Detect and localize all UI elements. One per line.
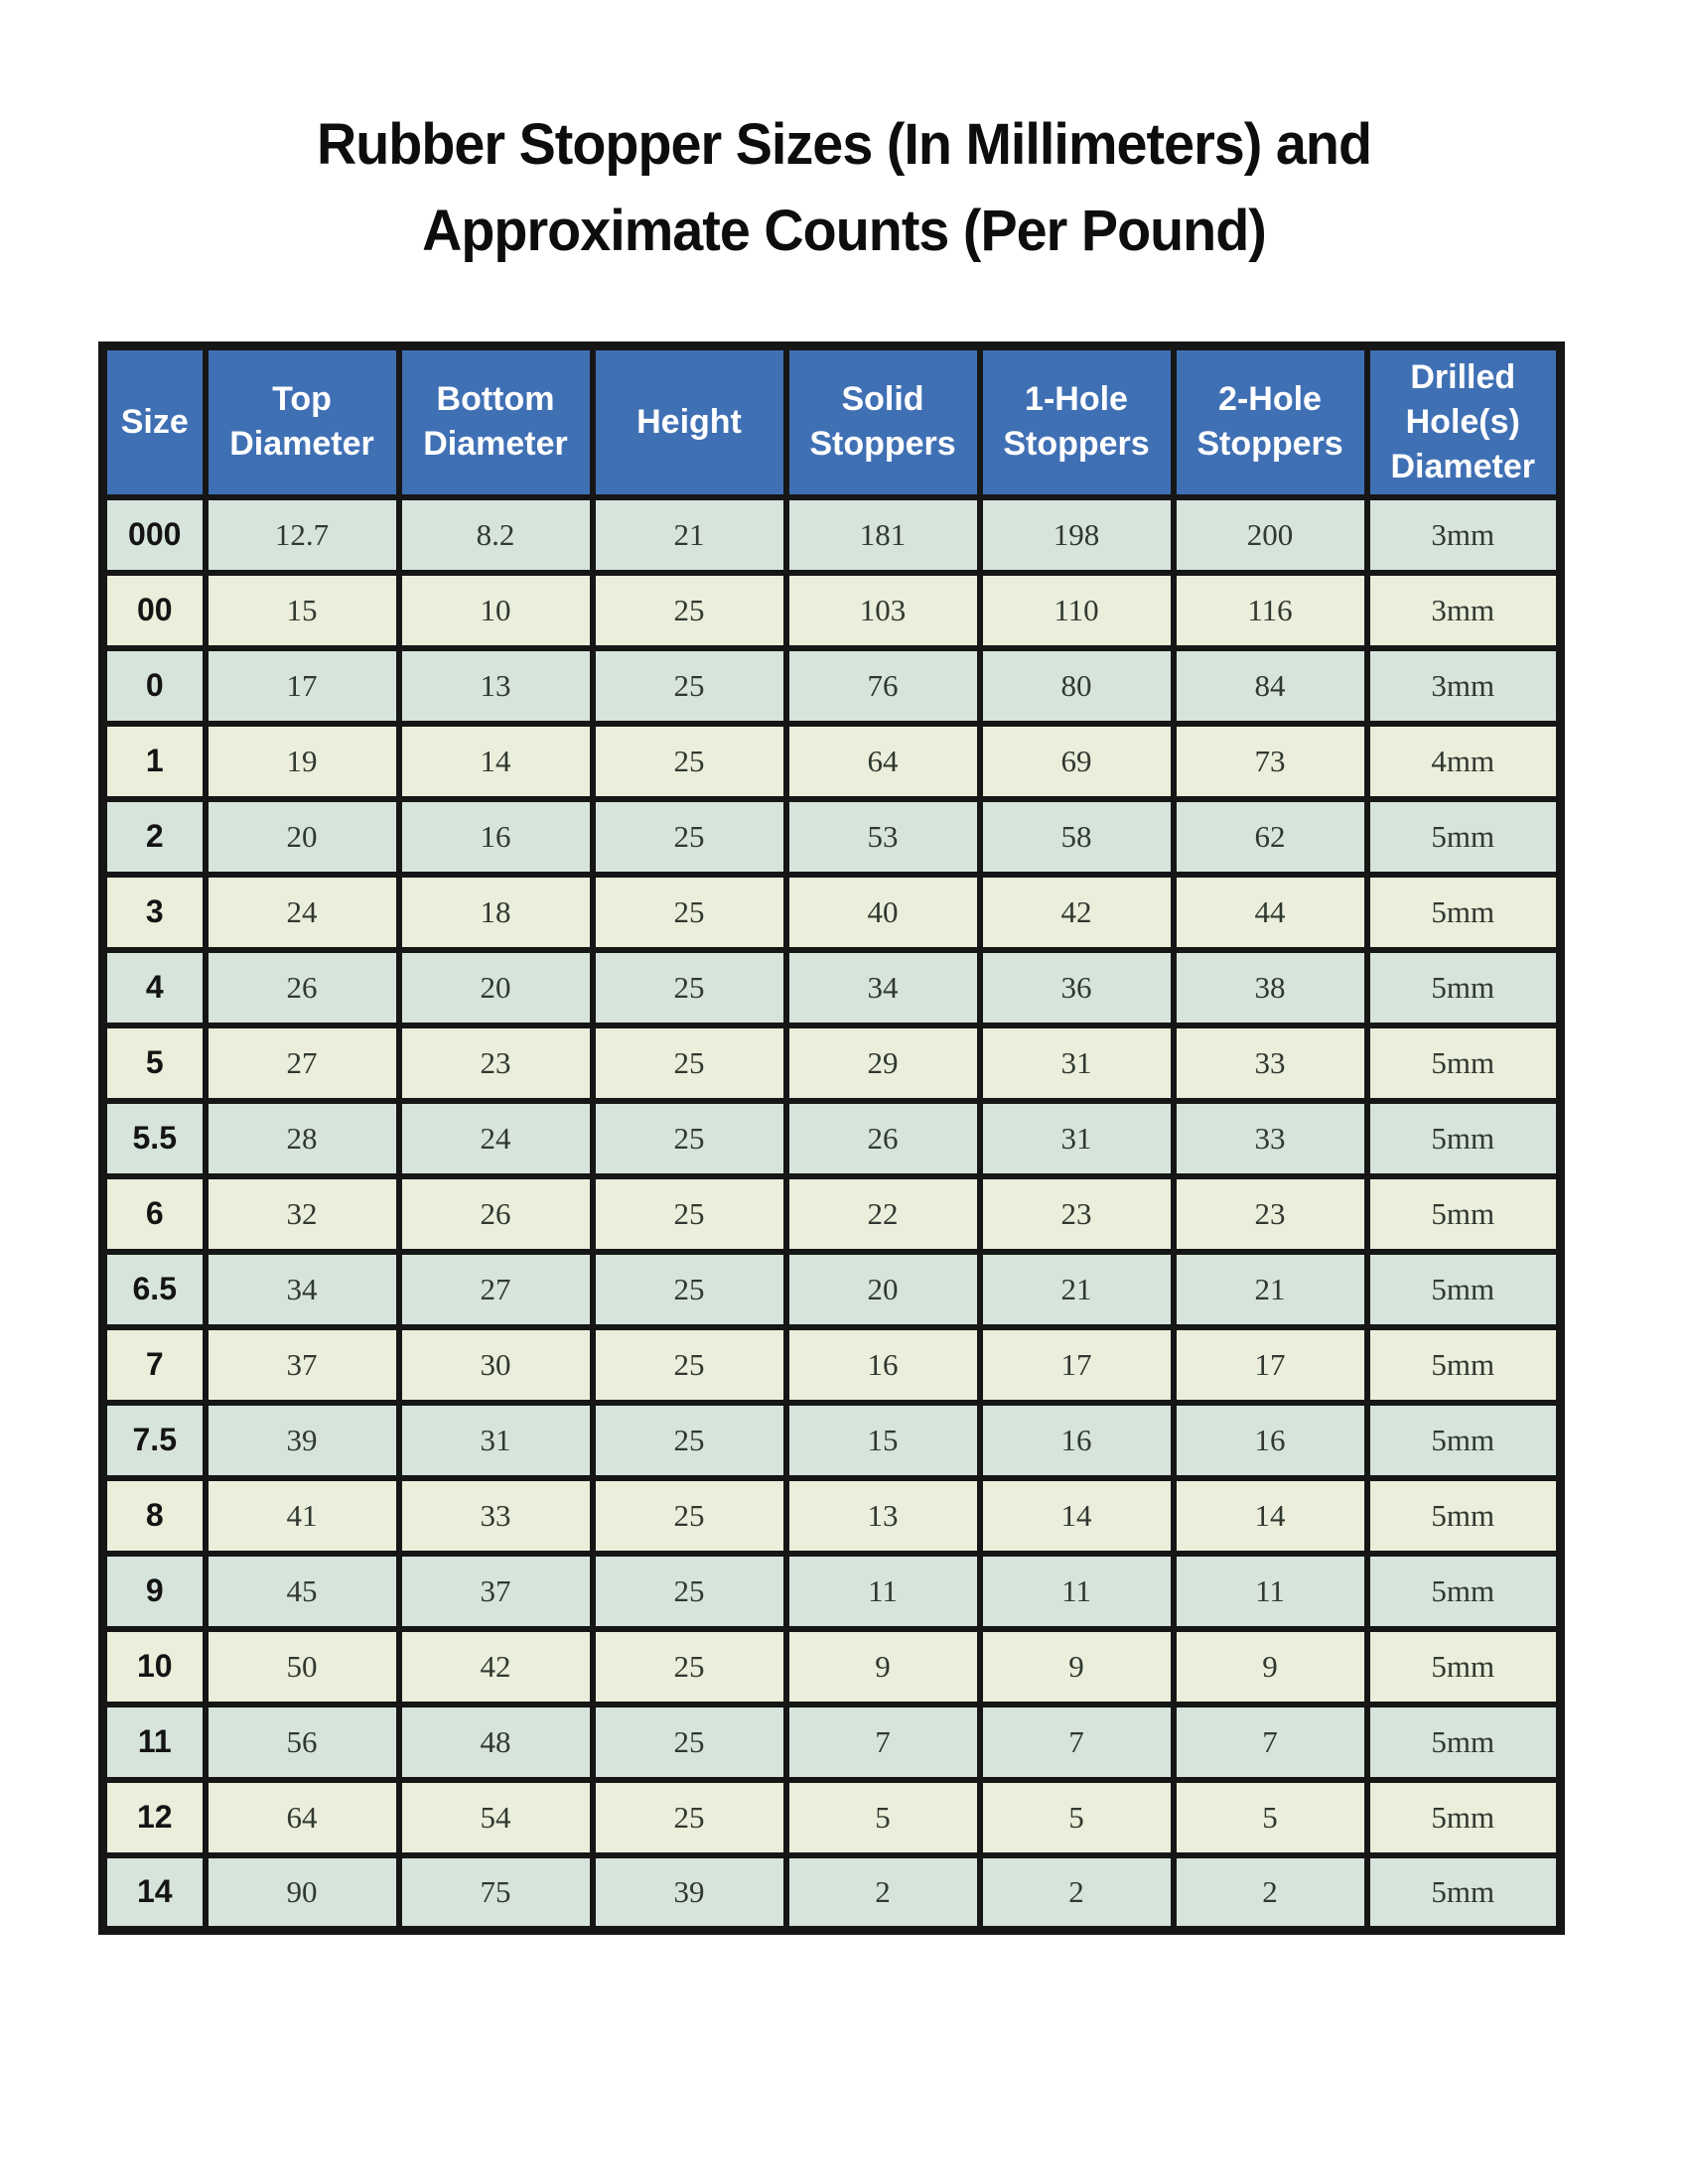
value-cell: 7 xyxy=(786,1705,980,1780)
value-cell: 11 xyxy=(786,1554,980,1629)
value-cell: 24 xyxy=(399,1101,593,1176)
value-cell: 31 xyxy=(980,1101,1174,1176)
value-cell: 18 xyxy=(399,875,593,950)
table-row xyxy=(103,1478,1561,1554)
value-cell: 25 xyxy=(593,1252,786,1327)
value-cell: 116 xyxy=(1174,573,1367,648)
value-cell: 17 xyxy=(206,648,399,724)
size-label: 6.5 xyxy=(103,1252,206,1327)
value-cell: 34 xyxy=(786,950,980,1025)
value-cell: 64 xyxy=(786,724,980,799)
table-body xyxy=(103,497,1561,1931)
column-header-top-diameter: Top Diameter xyxy=(206,346,399,497)
value-cell: 5mm xyxy=(1367,1403,1561,1478)
value-cell: 7 xyxy=(980,1705,1174,1780)
value-cell: 30 xyxy=(399,1327,593,1403)
value-cell: 23 xyxy=(1174,1176,1367,1252)
value-cell: 13 xyxy=(399,648,593,724)
value-cell: 64 xyxy=(206,1780,399,1855)
value-cell: 14 xyxy=(1174,1478,1367,1554)
value-cell: 27 xyxy=(399,1252,593,1327)
column-header-drilled-hole-s-diameter: Drilled Hole(s) Diameter xyxy=(1367,346,1561,497)
table-row xyxy=(103,648,1561,724)
value-cell: 5mm xyxy=(1367,950,1561,1025)
value-cell: 84 xyxy=(1174,648,1367,724)
value-cell: 32 xyxy=(206,1176,399,1252)
value-cell: 25 xyxy=(593,1780,786,1855)
size-label: 7.5 xyxy=(103,1403,206,1478)
value-cell: 62 xyxy=(1174,799,1367,875)
value-cell: 33 xyxy=(1174,1101,1367,1176)
value-cell: 41 xyxy=(206,1478,399,1554)
value-cell: 15 xyxy=(786,1403,980,1478)
table-row xyxy=(103,1855,1561,1931)
size-label: 14 xyxy=(103,1855,206,1931)
value-cell: 16 xyxy=(1174,1403,1367,1478)
value-cell: 40 xyxy=(786,875,980,950)
size-label: 11 xyxy=(103,1705,206,1780)
table-row xyxy=(103,1554,1561,1629)
value-cell: 80 xyxy=(980,648,1174,724)
column-header-solid-stoppers: Solid Stoppers xyxy=(786,346,980,497)
value-cell: 31 xyxy=(980,1025,1174,1101)
table-row xyxy=(103,1629,1561,1705)
value-cell: 25 xyxy=(593,950,786,1025)
value-cell: 48 xyxy=(399,1705,593,1780)
value-cell: 17 xyxy=(1174,1327,1367,1403)
table-row xyxy=(103,724,1561,799)
value-cell: 42 xyxy=(980,875,1174,950)
value-cell: 9 xyxy=(980,1629,1174,1705)
value-cell: 5 xyxy=(1174,1780,1367,1855)
stopper-size-table xyxy=(98,341,1565,1935)
value-cell: 25 xyxy=(593,1327,786,1403)
value-cell: 54 xyxy=(399,1780,593,1855)
value-cell: 38 xyxy=(1174,950,1367,1025)
size-label: 9 xyxy=(103,1554,206,1629)
value-cell: 3mm xyxy=(1367,497,1561,573)
column-header-size: Size xyxy=(103,346,206,497)
size-label: 5.5 xyxy=(103,1101,206,1176)
value-cell: 5mm xyxy=(1367,1554,1561,1629)
value-cell: 5mm xyxy=(1367,1855,1561,1931)
value-cell: 5mm xyxy=(1367,1025,1561,1101)
value-cell: 25 xyxy=(593,1176,786,1252)
value-cell: 24 xyxy=(206,875,399,950)
size-label: 2 xyxy=(103,799,206,875)
value-cell: 9 xyxy=(786,1629,980,1705)
value-cell: 14 xyxy=(399,724,593,799)
value-cell: 5mm xyxy=(1367,1252,1561,1327)
column-header-height: Height xyxy=(593,346,786,497)
value-cell: 11 xyxy=(980,1554,1174,1629)
value-cell: 20 xyxy=(206,799,399,875)
column-header-bottom-diameter: Bottom Diameter xyxy=(399,346,593,497)
size-label: 0 xyxy=(103,648,206,724)
value-cell: 5 xyxy=(980,1780,1174,1855)
value-cell: 20 xyxy=(399,950,593,1025)
value-cell: 3mm xyxy=(1367,573,1561,648)
value-cell: 69 xyxy=(980,724,1174,799)
value-cell: 34 xyxy=(206,1252,399,1327)
value-cell: 15 xyxy=(206,573,399,648)
value-cell: 25 xyxy=(593,1403,786,1478)
value-cell: 5mm xyxy=(1367,1176,1561,1252)
table-row xyxy=(103,1025,1561,1101)
value-cell: 58 xyxy=(980,799,1174,875)
value-cell: 5mm xyxy=(1367,1478,1561,1554)
size-label: 1 xyxy=(103,724,206,799)
value-cell: 25 xyxy=(593,724,786,799)
size-label: 3 xyxy=(103,875,206,950)
value-cell: 26 xyxy=(786,1101,980,1176)
value-cell: 4mm xyxy=(1367,724,1561,799)
size-label: 5 xyxy=(103,1025,206,1101)
value-cell: 28 xyxy=(206,1101,399,1176)
table-row xyxy=(103,1780,1561,1855)
table-row xyxy=(103,1176,1561,1252)
value-cell: 5 xyxy=(786,1780,980,1855)
value-cell: 25 xyxy=(593,875,786,950)
value-cell: 37 xyxy=(399,1554,593,1629)
value-cell: 200 xyxy=(1174,497,1367,573)
value-cell: 5mm xyxy=(1367,1327,1561,1403)
value-cell: 2 xyxy=(1174,1855,1367,1931)
value-cell: 198 xyxy=(980,497,1174,573)
table-row xyxy=(103,799,1561,875)
value-cell: 26 xyxy=(399,1176,593,1252)
value-cell: 5mm xyxy=(1367,1780,1561,1855)
value-cell: 25 xyxy=(593,1478,786,1554)
value-cell: 25 xyxy=(593,799,786,875)
value-cell: 76 xyxy=(786,648,980,724)
value-cell: 33 xyxy=(1174,1025,1367,1101)
value-cell: 25 xyxy=(593,573,786,648)
value-cell: 181 xyxy=(786,497,980,573)
value-cell: 73 xyxy=(1174,724,1367,799)
page-title xyxy=(34,0,1654,274)
value-cell: 20 xyxy=(786,1252,980,1327)
table-row xyxy=(103,875,1561,950)
table-header xyxy=(103,346,1561,497)
table-row xyxy=(103,1327,1561,1403)
value-cell: 75 xyxy=(399,1855,593,1931)
value-cell: 37 xyxy=(206,1327,399,1403)
value-cell: 11 xyxy=(1174,1554,1367,1629)
value-cell: 103 xyxy=(786,573,980,648)
value-cell: 39 xyxy=(206,1403,399,1478)
value-cell: 5mm xyxy=(1367,1629,1561,1705)
value-cell: 13 xyxy=(786,1478,980,1554)
page-title-line-2: Approximate Counts (Per Pound) xyxy=(422,199,1266,263)
value-cell: 56 xyxy=(206,1705,399,1780)
table-row xyxy=(103,1403,1561,1478)
value-cell: 25 xyxy=(593,1629,786,1705)
value-cell: 9 xyxy=(1174,1629,1367,1705)
value-cell: 2 xyxy=(786,1855,980,1931)
table-row xyxy=(103,1705,1561,1780)
value-cell: 2 xyxy=(980,1855,1174,1931)
value-cell: 26 xyxy=(206,950,399,1025)
value-cell: 23 xyxy=(399,1025,593,1101)
size-label: 6 xyxy=(103,1176,206,1252)
value-cell: 25 xyxy=(593,1554,786,1629)
value-cell: 16 xyxy=(399,799,593,875)
header-row xyxy=(103,346,1561,497)
size-label: 8 xyxy=(103,1478,206,1554)
value-cell: 25 xyxy=(593,1101,786,1176)
size-label: 00 xyxy=(103,573,206,648)
value-cell: 44 xyxy=(1174,875,1367,950)
value-cell: 19 xyxy=(206,724,399,799)
value-cell: 23 xyxy=(980,1176,1174,1252)
table-row xyxy=(103,1101,1561,1176)
value-cell: 29 xyxy=(786,1025,980,1101)
value-cell: 39 xyxy=(593,1855,786,1931)
value-cell: 53 xyxy=(786,799,980,875)
value-cell: 7 xyxy=(1174,1705,1367,1780)
value-cell: 33 xyxy=(399,1478,593,1554)
value-cell: 12.7 xyxy=(206,497,399,573)
value-cell: 16 xyxy=(980,1403,1174,1478)
value-cell: 50 xyxy=(206,1629,399,1705)
size-label: 10 xyxy=(103,1629,206,1705)
value-cell: 5mm xyxy=(1367,1705,1561,1780)
value-cell: 25 xyxy=(593,1025,786,1101)
value-cell: 27 xyxy=(206,1025,399,1101)
size-label: 000 xyxy=(103,497,206,573)
value-cell: 14 xyxy=(980,1478,1174,1554)
table-row xyxy=(103,1252,1561,1327)
value-cell: 8.2 xyxy=(399,497,593,573)
value-cell: 16 xyxy=(786,1327,980,1403)
table-row xyxy=(103,497,1561,573)
size-label: 12 xyxy=(103,1780,206,1855)
value-cell: 25 xyxy=(593,1705,786,1780)
column-header-2-hole-stoppers: 2-Hole Stoppers xyxy=(1174,346,1367,497)
value-cell: 17 xyxy=(980,1327,1174,1403)
value-cell: 42 xyxy=(399,1629,593,1705)
value-cell: 31 xyxy=(399,1403,593,1478)
value-cell: 45 xyxy=(206,1554,399,1629)
table-row xyxy=(103,573,1561,648)
column-header-1-hole-stoppers: 1-Hole Stoppers xyxy=(980,346,1174,497)
value-cell: 25 xyxy=(593,648,786,724)
page-title-line-1: Rubber Stopper Sizes (In Millimeters) and xyxy=(316,112,1372,177)
value-cell: 5mm xyxy=(1367,875,1561,950)
table-row xyxy=(103,950,1561,1025)
size-label: 4 xyxy=(103,950,206,1025)
value-cell: 3mm xyxy=(1367,648,1561,724)
value-cell: 21 xyxy=(593,497,786,573)
value-cell: 22 xyxy=(786,1176,980,1252)
value-cell: 5mm xyxy=(1367,1101,1561,1176)
value-cell: 110 xyxy=(980,573,1174,648)
value-cell: 21 xyxy=(980,1252,1174,1327)
value-cell: 10 xyxy=(399,573,593,648)
value-cell: 36 xyxy=(980,950,1174,1025)
size-label: 7 xyxy=(103,1327,206,1403)
value-cell: 21 xyxy=(1174,1252,1367,1327)
value-cell: 5mm xyxy=(1367,799,1561,875)
value-cell: 90 xyxy=(206,1855,399,1931)
